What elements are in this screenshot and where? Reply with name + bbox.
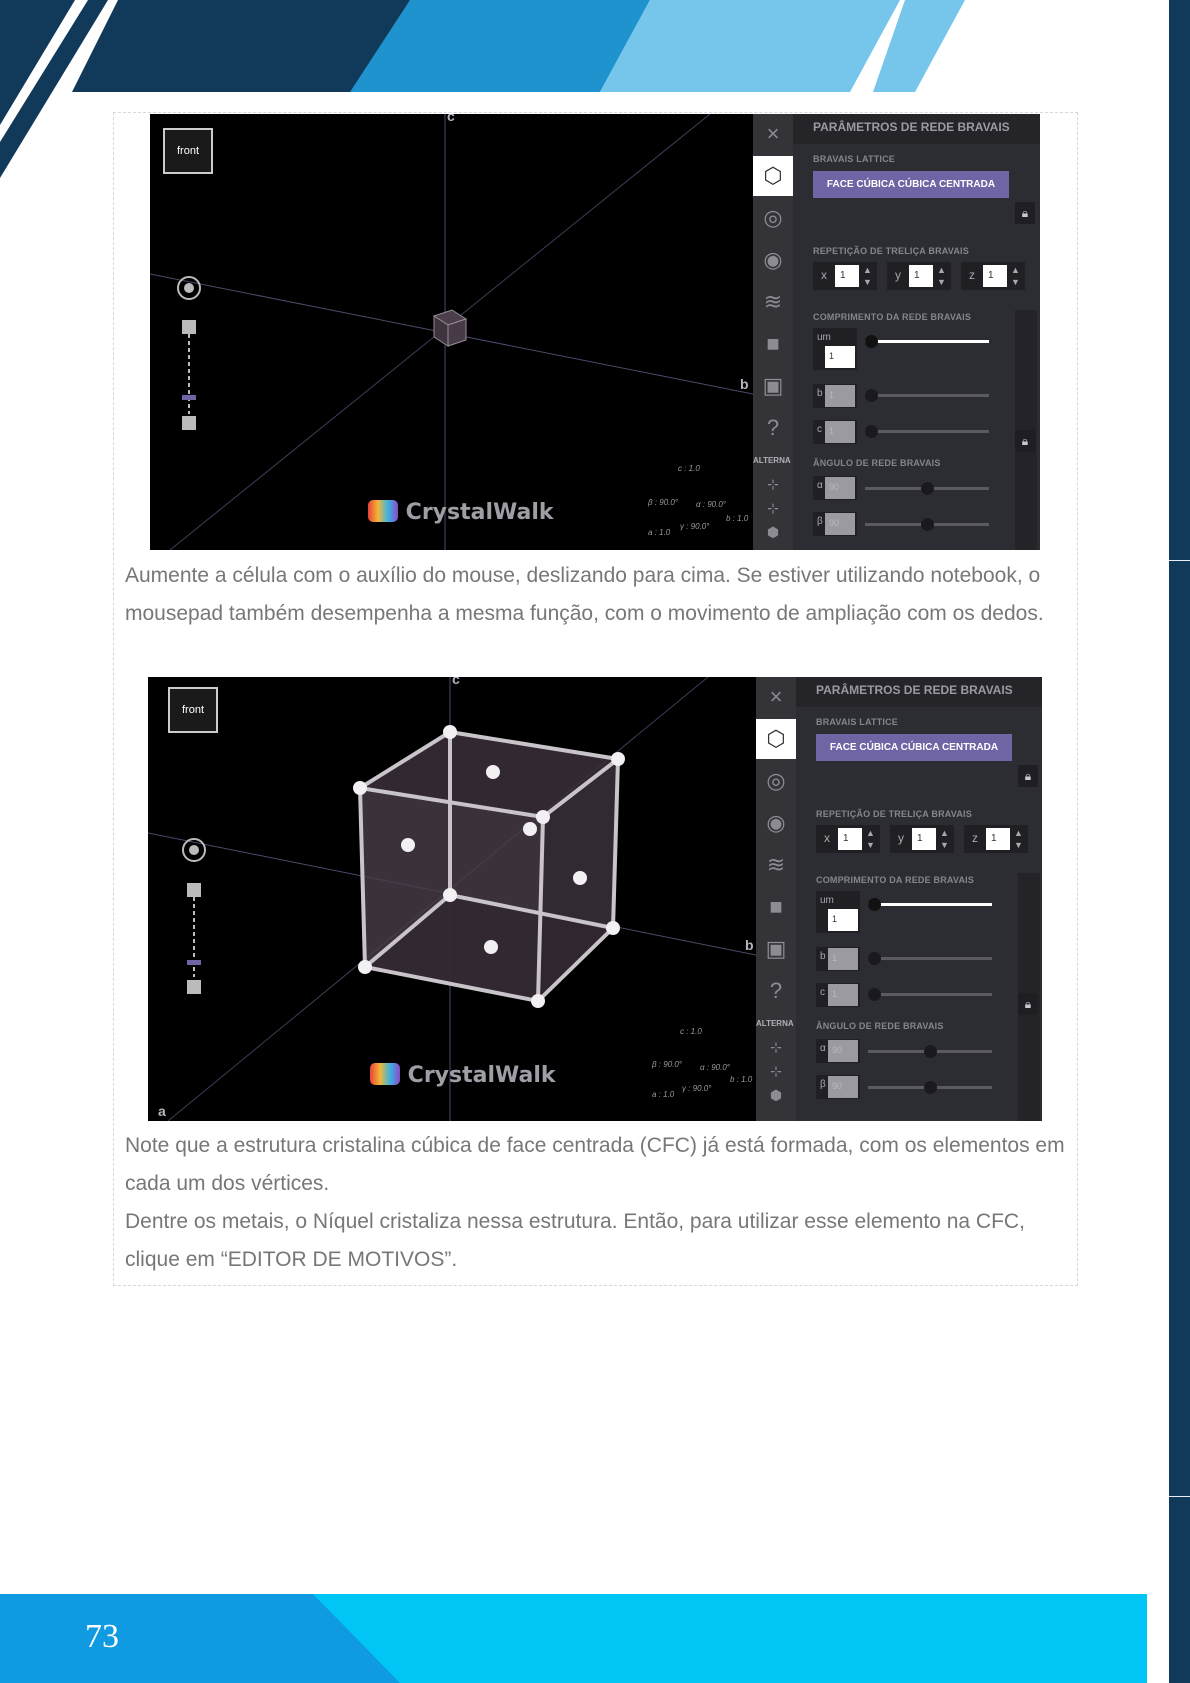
close-icon[interactable]: × xyxy=(766,121,780,146)
angle-beta-block xyxy=(813,512,857,536)
lock-icon[interactable]: 🔒︎ xyxy=(1015,202,1035,224)
length-a-knob[interactable] xyxy=(868,898,881,911)
mini-axis-c: c : 1.0 xyxy=(678,464,700,473)
angle-alpha-knob[interactable] xyxy=(924,1045,937,1058)
eye-icon[interactable]: ◉ xyxy=(763,247,783,272)
repeat-y-value[interactable]: 1 xyxy=(912,828,936,850)
angle-alpha-input[interactable]: 90 xyxy=(825,477,855,499)
axis-label-c: c xyxy=(447,114,455,124)
lattice-label: BRAVAIS LATTICE xyxy=(813,154,895,164)
lock-icon[interactable]: 🔒︎ xyxy=(1018,993,1038,1015)
panel-title: PARÂMETROS DE REDE BRAVAIS xyxy=(793,114,1040,144)
length-c-label: c xyxy=(817,424,822,435)
mini-axis-gamma: γ : 90.0° xyxy=(682,1084,712,1093)
footer-banner xyxy=(0,1594,1147,1683)
length-c-knob[interactable] xyxy=(865,425,878,438)
fcc-unit-cell xyxy=(353,725,625,1008)
repeat-y-axis: y xyxy=(895,268,901,282)
length-b-slider[interactable] xyxy=(868,957,992,960)
zoom-control[interactable] xyxy=(183,839,205,994)
stepper-arrows-icon[interactable]: ▲ ▼ xyxy=(863,265,872,287)
repeat-y-value[interactable]: 1 xyxy=(909,265,933,287)
length-c-label: c xyxy=(820,987,825,998)
repeat-y-stepper[interactable] xyxy=(890,825,954,853)
lock-icon[interactable]: 🔒︎ xyxy=(1015,430,1035,452)
length-b-label: b xyxy=(820,951,826,962)
logo-text: CrystalWalk xyxy=(407,1063,556,1088)
lattice-cube-icon[interactable]: ⬡ xyxy=(756,719,796,759)
length-c-slider[interactable] xyxy=(868,993,992,996)
length-c-input[interactable]: 1 xyxy=(825,421,855,443)
headset-icon[interactable]: ◎ xyxy=(763,205,783,230)
repeat-x-value[interactable]: 1 xyxy=(838,828,862,850)
repetition-label: REPETIÇÃO DE TRELIÇA BRAVAIS xyxy=(816,809,972,819)
right-edge-bar xyxy=(1169,0,1190,1683)
length-b-slider[interactable] xyxy=(865,394,989,397)
logo-icon xyxy=(370,1063,400,1085)
lattice-label: BRAVAIS LATTICE xyxy=(816,717,898,727)
length-c-block xyxy=(813,420,857,444)
headset-icon[interactable]: ◎ xyxy=(766,768,786,793)
small-unit-cell xyxy=(434,310,466,346)
angle-beta-label: β xyxy=(820,1079,826,1090)
help-icon[interactable]: ? xyxy=(766,415,780,440)
mini-axis-a: a : 1.0 xyxy=(648,528,671,537)
nav-cube[interactable] xyxy=(168,687,218,733)
length-b-block xyxy=(813,384,857,408)
logo-text: CrystalWalk xyxy=(405,500,554,525)
repeat-y-axis: y xyxy=(898,831,904,845)
angle-beta-block xyxy=(816,1075,860,1099)
mini-axis-a: a : 1.0 xyxy=(652,1090,675,1099)
crystalwalk-screenshot-1 xyxy=(150,114,1040,550)
archive-icon[interactable]: ▣ xyxy=(765,936,787,961)
paragraph-zoom-instructions: Aumente a célula com o auxílio do mouse, deslizando para cima. Se estiver utilizando notebook, o mousepad também desempenha a mesma função, com o movimento de ampliação com os dedos. xyxy=(125,564,1044,625)
cell-icon[interactable]: ⬢ xyxy=(766,523,780,540)
length-b-input[interactable]: 1 xyxy=(825,385,855,407)
repeat-z-axis: z xyxy=(972,831,978,845)
xyz-axes-icon[interactable]: ⊹ xyxy=(770,1038,782,1055)
repeat-y-stepper[interactable] xyxy=(887,262,951,290)
angle-beta-knob[interactable] xyxy=(924,1081,937,1094)
mini-axis-beta: β : 90.0° xyxy=(648,498,679,507)
length-a-block xyxy=(813,328,857,370)
abc-axes-icon[interactable]: ⊹ xyxy=(770,1062,782,1079)
length-a-slider[interactable] xyxy=(865,340,989,343)
side-toolbar xyxy=(753,114,793,550)
page-number: 73 xyxy=(85,1618,119,1655)
repeat-x-value[interactable]: 1 xyxy=(835,265,859,287)
length-b-input[interactable]: 1 xyxy=(828,948,858,970)
length-c-knob[interactable] xyxy=(868,988,881,1001)
3d-viewport[interactable] xyxy=(150,114,753,550)
axis-label-b: b xyxy=(745,937,754,953)
angle-alpha-input[interactable]: 90 xyxy=(828,1040,858,1062)
axis-label-b: b xyxy=(740,376,749,392)
repeat-z-axis: z xyxy=(969,268,975,282)
repeat-z-value[interactable]: 1 xyxy=(983,265,1007,287)
length-b-knob[interactable] xyxy=(868,952,881,965)
side-toolbar xyxy=(756,677,796,1121)
camera-icon[interactable]: ■ xyxy=(766,331,780,356)
bravais-panel xyxy=(796,677,1042,1121)
lock-icon[interactable]: 🔒︎ xyxy=(1018,765,1038,787)
repeat-z-value[interactable]: 1 xyxy=(986,828,1010,850)
mini-axis-beta: β : 90.0° xyxy=(652,1060,683,1069)
crystalwalk-screenshot-2 xyxy=(148,677,1042,1121)
mini-axis-b: b : 1.0 xyxy=(730,1075,753,1084)
layers-icon[interactable]: ≋ xyxy=(766,852,786,877)
mini-axis-c: c : 1.0 xyxy=(680,1027,702,1036)
lattice-type-button[interactable]: FACE CÚBICA CÚBICA CENTRADA xyxy=(813,171,1009,198)
stepper-arrows-icon[interactable]: ▲ ▼ xyxy=(866,828,875,850)
paragraph-fcc-note: Note que a estrutura cristalina cúbica de face centrada (CFC) já está formada, com os elementos em cada um dos vértices. xyxy=(125,1134,1065,1195)
mini-axis-gamma: γ : 90.0° xyxy=(680,522,710,531)
nav-cube-label: front xyxy=(176,145,199,157)
cell-icon[interactable]: ⬢ xyxy=(769,1086,783,1103)
angle-alpha-block xyxy=(816,1039,860,1063)
mini-axis-alpha: α : 90.0° xyxy=(700,1063,730,1072)
angle-alpha-label: α xyxy=(820,1043,826,1054)
angle-beta-input[interactable]: 90 xyxy=(825,513,855,535)
repeat-x-axis: x xyxy=(824,831,830,845)
stepper-arrows-icon[interactable]: ▲ ▼ xyxy=(940,828,949,850)
repeat-z-stepper[interactable] xyxy=(964,825,1028,853)
close-icon[interactable]: × xyxy=(769,684,783,709)
alternate-label: ALTERNA xyxy=(753,456,791,465)
angle-beta-input[interactable]: 90 xyxy=(828,1076,858,1098)
repeat-z-stepper[interactable] xyxy=(961,262,1025,290)
xyz-axes-icon[interactable]: ⊹ xyxy=(767,475,779,492)
angle-alpha-block xyxy=(813,476,857,500)
nav-cube-label: front xyxy=(181,704,204,716)
zoom-control[interactable] xyxy=(178,277,200,430)
lattice-cube-icon[interactable]: ⬡ xyxy=(753,156,793,196)
length-c-block xyxy=(816,983,860,1007)
length-b-knob[interactable] xyxy=(865,389,878,402)
length-b-block xyxy=(816,947,860,971)
length-a-label: um xyxy=(820,895,834,906)
angle-alpha-label: α xyxy=(817,480,823,491)
length-a-slider[interactable] xyxy=(868,903,992,906)
camera-icon[interactable]: ■ xyxy=(769,894,783,919)
nav-cube[interactable] xyxy=(163,128,213,174)
axis-label-a: a xyxy=(158,1103,166,1119)
stepper-arrows-icon[interactable]: ▲ ▼ xyxy=(1014,828,1023,850)
lattice-type-button[interactable]: FACE CÚBICA CÚBICA CENTRADA xyxy=(816,734,1012,761)
help-icon[interactable]: ? xyxy=(769,978,783,1003)
axis-label-c: c xyxy=(452,677,460,687)
length-a-label: um xyxy=(817,332,831,343)
angle-alpha-knob[interactable] xyxy=(921,482,934,495)
angle-label: ÂNGULO DE REDE BRAVAIS xyxy=(813,458,941,468)
repeat-x-axis: x xyxy=(821,268,827,282)
length-a-input[interactable]: 1 xyxy=(828,909,858,931)
length-a-knob[interactable] xyxy=(865,335,878,348)
abc-axes-icon[interactable]: ⊹ xyxy=(767,499,779,516)
length-label: COMPRIMENTO DA REDE BRAVAIS xyxy=(816,875,975,885)
eye-icon[interactable]: ◉ xyxy=(766,810,786,835)
repeat-x-stepper[interactable] xyxy=(813,262,877,290)
alternate-label: ALTERNA xyxy=(756,1019,794,1028)
crystalwalk-logo xyxy=(368,500,554,525)
length-label: COMPRIMENTO DA REDE BRAVAIS xyxy=(813,312,972,322)
stepper-arrows-icon[interactable]: ▲ ▼ xyxy=(937,265,946,287)
repeat-x-stepper[interactable] xyxy=(816,825,880,853)
angle-beta-knob[interactable] xyxy=(921,518,934,531)
archive-icon[interactable]: ▣ xyxy=(762,373,784,398)
length-a-input[interactable]: 1 xyxy=(825,346,855,368)
angle-label: ÂNGULO DE REDE BRAVAIS xyxy=(816,1021,944,1031)
panel-title: PARÂMETROS DE REDE BRAVAIS xyxy=(796,677,1042,707)
crystalwalk-logo xyxy=(370,1063,556,1088)
length-a-block xyxy=(816,891,860,933)
length-c-input[interactable]: 1 xyxy=(828,984,858,1006)
length-b-label: b xyxy=(817,388,823,399)
angle-beta-label: β xyxy=(817,516,823,527)
logo-icon xyxy=(368,500,398,522)
length-c-slider[interactable] xyxy=(865,430,989,433)
repetition-label: REPETIÇÃO DE TRELIÇA BRAVAIS xyxy=(813,246,969,256)
bravais-panel xyxy=(793,114,1040,550)
mini-axis-alpha: α : 90.0° xyxy=(696,500,726,509)
layers-icon[interactable]: ≋ xyxy=(763,289,783,314)
paragraph-nickel-instruction: Dentre os metais, o Níquel cristaliza nessa estrutura. Então, para utilizar esse elemento na CFC, clique em “EDITOR DE MOTIVOS”. xyxy=(125,1210,1025,1271)
3d-viewport[interactable] xyxy=(148,677,756,1121)
mini-axis-b: b : 1.0 xyxy=(726,514,749,523)
stepper-arrows-icon[interactable]: ▲ ▼ xyxy=(1011,265,1020,287)
